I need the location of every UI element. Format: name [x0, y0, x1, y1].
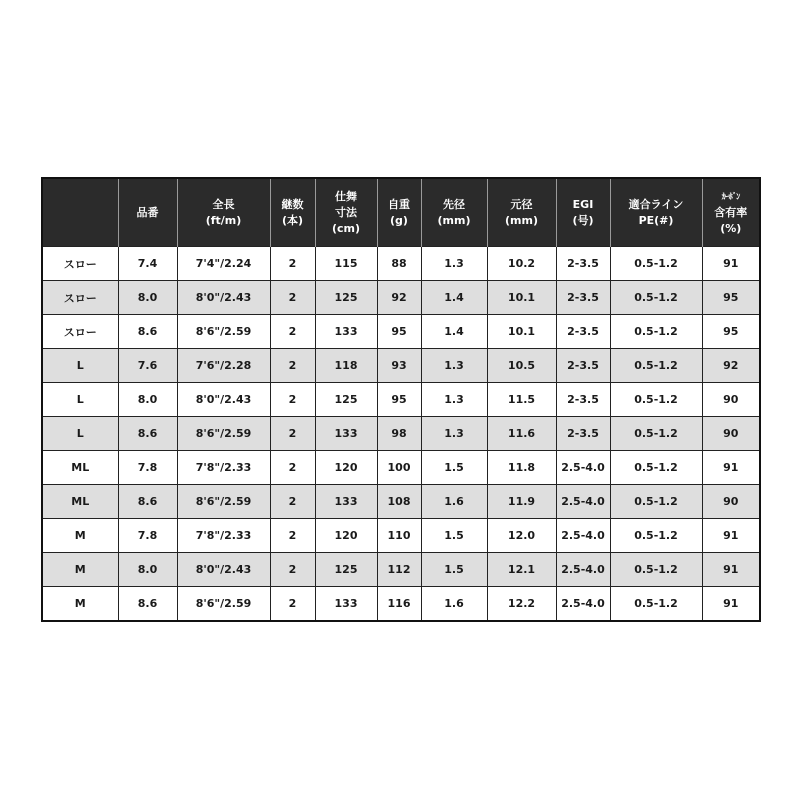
table-cell: 11.6: [487, 417, 556, 451]
table-cell: 10.2: [487, 247, 556, 281]
table-cell: スロー: [42, 281, 118, 315]
header-line-text: 寸法: [335, 205, 357, 219]
table-body: [42, 247, 760, 622]
header-line-text: 品番: [136, 205, 159, 219]
table-cell: 2.5-4.0: [556, 587, 610, 622]
header-line-text: (cm): [331, 221, 361, 235]
table-cell: 0.5-1.2: [610, 315, 702, 349]
header-line-text: 含有率: [714, 205, 748, 219]
table-cell: 0.5-1.2: [610, 451, 702, 485]
table-cell: 120: [315, 519, 377, 553]
table-cell: 8.0: [118, 281, 177, 315]
table-cell: 8'6"/2.59: [177, 587, 270, 622]
table-cell: 120: [315, 451, 377, 485]
table-cell: 11.8: [487, 451, 556, 485]
table-cell: 92: [377, 281, 421, 315]
table-cell: 12.2: [487, 587, 556, 622]
table-cell: 2-3.5: [556, 383, 610, 417]
table-cell: 2: [270, 281, 315, 315]
table-cell: 8'6"/2.59: [177, 315, 270, 349]
table-cell: 10.5: [487, 349, 556, 383]
table-cell: 1.3: [421, 247, 487, 281]
table-cell: 133: [315, 587, 377, 622]
table-cell: L: [42, 417, 118, 451]
table-cell: 8'0"/2.43: [177, 281, 270, 315]
table-cell: 12.0: [487, 519, 556, 553]
table-cell: 0.5-1.2: [610, 349, 702, 383]
table-cell: L: [42, 383, 118, 417]
table-row: [42, 519, 760, 553]
table-cell: スロー: [42, 247, 118, 281]
header-line-text: 継数: [281, 197, 304, 211]
header-line-text: (%): [720, 221, 742, 235]
header-line-text: (ft/m): [205, 213, 242, 227]
table-cell: 125: [315, 383, 377, 417]
table-cell: 0.5-1.2: [610, 587, 702, 622]
table-cell: ML: [42, 451, 118, 485]
table-cell: 95: [702, 281, 760, 315]
table-cell: 2: [270, 553, 315, 587]
header-line-text: 全長: [212, 197, 235, 211]
table-cell: 91: [702, 451, 760, 485]
table-cell: スロー: [42, 315, 118, 349]
table-cell: 8.6: [118, 315, 177, 349]
table-cell: 90: [702, 485, 760, 519]
table-cell: 8.6: [118, 485, 177, 519]
header-weight: [377, 178, 421, 247]
table-cell: 12.1: [487, 553, 556, 587]
table-cell: 88: [377, 247, 421, 281]
table-cell: 110: [377, 519, 421, 553]
header-pieces: [270, 178, 315, 247]
table-cell: 10.1: [487, 281, 556, 315]
table-cell: 7.4: [118, 247, 177, 281]
header-egi: [556, 178, 610, 247]
table-cell: 91: [702, 553, 760, 587]
table-cell: 0.5-1.2: [610, 553, 702, 587]
table-row: [42, 587, 760, 622]
table-cell: 7'8"/2.33: [177, 519, 270, 553]
table-row: [42, 417, 760, 451]
header-row: [42, 178, 760, 247]
header-line: [610, 178, 702, 247]
table-cell: 1.3: [421, 349, 487, 383]
table-cell: 8'6"/2.59: [177, 485, 270, 519]
table-cell: 11.5: [487, 383, 556, 417]
table-cell: 7.8: [118, 519, 177, 553]
table-cell: 2-3.5: [556, 315, 610, 349]
table-cell: L: [42, 349, 118, 383]
table-cell: 11.9: [487, 485, 556, 519]
table-cell: 108: [377, 485, 421, 519]
table-cell: 1.4: [421, 281, 487, 315]
table-cell: 10.1: [487, 315, 556, 349]
header-type: [42, 178, 118, 247]
header-line-text: (mm): [437, 213, 471, 227]
table-cell: M: [42, 519, 118, 553]
table-cell: 2: [270, 315, 315, 349]
table-cell: 0.5-1.2: [610, 485, 702, 519]
table-cell: 0.5-1.2: [610, 247, 702, 281]
table-cell: 8.6: [118, 587, 177, 622]
table-row: [42, 315, 760, 349]
header-line-text: 先径: [443, 197, 465, 211]
table-cell: 91: [702, 587, 760, 622]
table-cell: ML: [42, 485, 118, 519]
table-cell: 2-3.5: [556, 417, 610, 451]
table-cell: 1.4: [421, 315, 487, 349]
table-cell: 8.0: [118, 553, 177, 587]
table-cell: 112: [377, 553, 421, 587]
table-cell: 8'6"/2.59: [177, 417, 270, 451]
table-cell: 90: [702, 417, 760, 451]
header-line-text: 仕舞: [335, 189, 357, 203]
table-cell: 1.6: [421, 485, 487, 519]
table-cell: 2: [270, 247, 315, 281]
table-cell: 118: [315, 349, 377, 383]
table-cell: 0.5-1.2: [610, 519, 702, 553]
table-row: [42, 383, 760, 417]
table-cell: 133: [315, 315, 377, 349]
table-cell: 2: [270, 349, 315, 383]
table-cell: 1.5: [421, 519, 487, 553]
table-cell: 125: [315, 281, 377, 315]
table-cell: 93: [377, 349, 421, 383]
header-line-text: (号): [572, 213, 594, 227]
table-cell: 7.6: [118, 349, 177, 383]
spec-table: [41, 177, 761, 622]
table-cell: 1.3: [421, 417, 487, 451]
table-cell: 8.0: [118, 383, 177, 417]
table-cell: 91: [702, 519, 760, 553]
table-cell: 8'0"/2.43: [177, 553, 270, 587]
header-closed-length: [315, 178, 377, 247]
table-cell: 2: [270, 417, 315, 451]
table-cell: 7.8: [118, 451, 177, 485]
header-line-text: (g): [390, 213, 408, 227]
table-cell: 7'4"/2.24: [177, 247, 270, 281]
header-line-text: 自重: [388, 197, 410, 211]
table-cell: 115: [315, 247, 377, 281]
header-line-text: (mm): [505, 213, 538, 227]
table-cell: 1.3: [421, 383, 487, 417]
table-cell: 98: [377, 417, 421, 451]
table-cell: M: [42, 553, 118, 587]
table-cell: 2.5-4.0: [556, 451, 610, 485]
table-cell: 2: [270, 519, 315, 553]
table-row: [42, 485, 760, 519]
table-cell: 8.6: [118, 417, 177, 451]
header-tip-diameter: [421, 178, 487, 247]
table-row: [42, 553, 760, 587]
table-row: [42, 349, 760, 383]
table-cell: 133: [315, 485, 377, 519]
table-cell: 7'6"/2.28: [177, 349, 270, 383]
table-cell: 2: [270, 485, 315, 519]
table-cell: 125: [315, 553, 377, 587]
table-cell: 95: [702, 315, 760, 349]
table-cell: 7'8"/2.33: [177, 451, 270, 485]
table-cell: 8'0"/2.43: [177, 383, 270, 417]
header-line-text: ｶｰﾎﾞﾝ: [721, 191, 740, 201]
table-row: [42, 451, 760, 485]
table-cell: 2: [270, 383, 315, 417]
table-cell: M: [42, 587, 118, 622]
table-cell: 95: [377, 383, 421, 417]
header-line-text: EGI: [572, 197, 594, 211]
table-cell: 2: [270, 587, 315, 622]
header-line-text: PE(#): [638, 213, 674, 227]
header-line-text: (本): [281, 213, 304, 227]
table-cell: 116: [377, 587, 421, 622]
header-carbon: [702, 178, 760, 247]
table-cell: 0.5-1.2: [610, 417, 702, 451]
table-cell: 2.5-4.0: [556, 485, 610, 519]
table-cell: 92: [702, 349, 760, 383]
table-cell: 2-3.5: [556, 281, 610, 315]
table-cell: 2: [270, 451, 315, 485]
table-cell: 2-3.5: [556, 247, 610, 281]
table-cell: 1.5: [421, 451, 487, 485]
table-cell: 100: [377, 451, 421, 485]
header-model: [118, 178, 177, 247]
table-cell: 0.5-1.2: [610, 383, 702, 417]
table-cell: 2-3.5: [556, 349, 610, 383]
table-cell: 133: [315, 417, 377, 451]
table-cell: 0.5-1.2: [610, 281, 702, 315]
table-cell: 2.5-4.0: [556, 519, 610, 553]
header-length: [177, 178, 270, 247]
header-line-text: 元径: [510, 197, 533, 211]
table-cell: 1.5: [421, 553, 487, 587]
table-cell: 1.6: [421, 587, 487, 622]
table-cell: 2.5-4.0: [556, 553, 610, 587]
header-line-text: 適合ライン: [628, 197, 684, 211]
table-row: [42, 247, 760, 281]
table-cell: 90: [702, 383, 760, 417]
table-cell: 91: [702, 247, 760, 281]
table-row: [42, 281, 760, 315]
header-butt-diameter: [487, 178, 556, 247]
table-cell: 95: [377, 315, 421, 349]
